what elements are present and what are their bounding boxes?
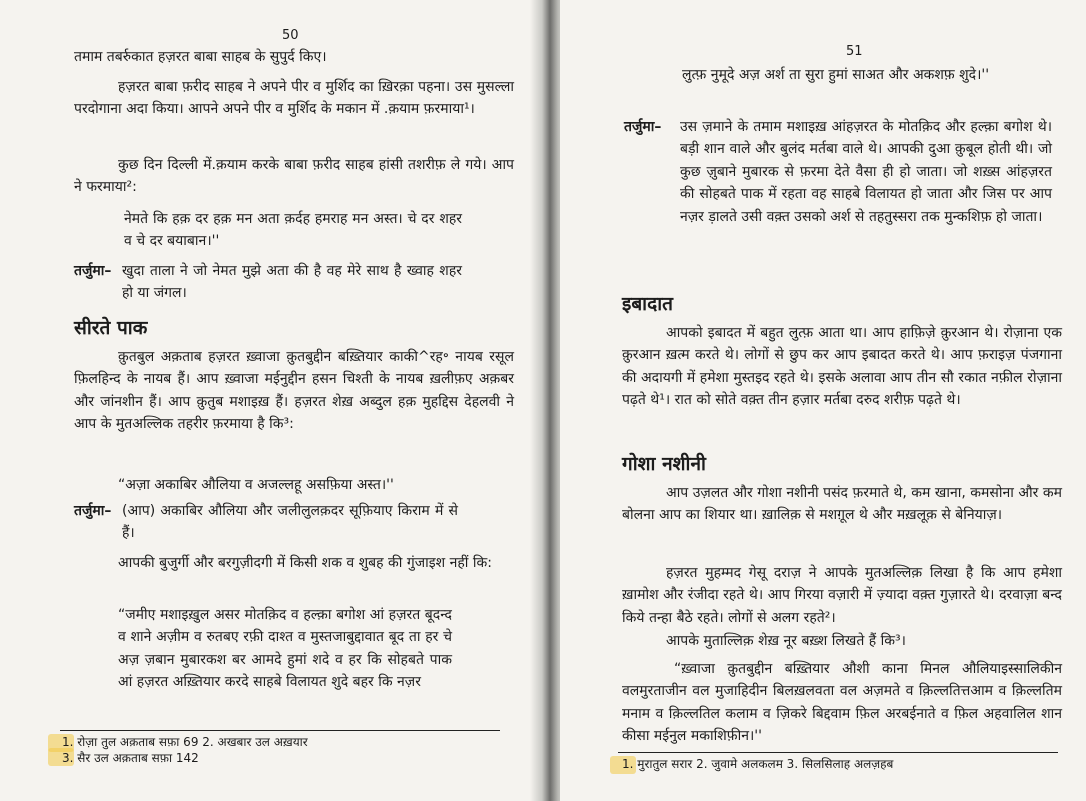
quote: “अज़ा अकाबिर औलिया व अजल्लहू असफ़िया अस्त।'' [118, 477, 394, 493]
tarjuma-label: तर्जुमा– [624, 119, 662, 135]
page-number: 50 [282, 28, 299, 43]
footnote: 3. सैर उल अक़ताब सफ़ा 142 [62, 751, 199, 765]
paragraph: आपके मुताल्लिक़ शेख़ नूर बख़्श लिखते हैं कि³। [666, 633, 906, 649]
paragraph: आप उज़लत और गोशा नशीनी पसंद फ़रमाते थे, कम खाना, कमसोना और कम बोलना आप का शियार था। ख़ालिक़ से मशग़ूल थे और मख़लूक़ से बेनियाज़। [622, 485, 1062, 524]
section-heading: सीरते पाक [74, 317, 148, 339]
verse: लुत्फ़ नुमूदे अज़ अर्श ता सुरा हुमां साअत और अकशफ़ शुदे।'' [682, 67, 990, 83]
footnote-rule [60, 730, 500, 731]
translation: (आप) अकाबिर औलिया और जलीलुलक़दर सूफ़ियाए किराम में से हैं। [122, 503, 458, 542]
section-heading: इबादात [622, 293, 673, 315]
footnote-rule [618, 752, 1058, 753]
paragraph: तमाम तबर्रुकात हज़रत बाबा साहब के सुपुर्द किए। [74, 49, 327, 65]
verse: “जमीए मशाइख़ुल असर मोतक़िद व हल्क़ा बगोश आं हज़रत बूदन्द व शाने अज़ीम व रुतबए रफ़ी दाश्त व मुस्तजाबुद्दावात बूद ता हर चे अज़ ज़बान मुबारकश बर आमदे हुमां शदे व हर कि सोहबते पाक आं हज़रत अख़्तियार करदे साहबे विलायत शुदे बहर कि नज़र [118, 607, 452, 691]
paragraph: हज़रत बाबा फ़रीद साहब ने अपने पीर व मुर्शिद का ख़िरक़ा पहना। उस मुसल्ला परदोगाना अदा किया। आपने अपने पीर व मुर्शिद के मकान में .क़याम फ़रमाया¹। [74, 79, 514, 118]
page-number: 51 [846, 44, 863, 59]
footnote: 1. रोज़ा तुल अक़ताब सफ़ा 69 2. अखबार उल अख़यार [62, 735, 308, 749]
paragraph: आपकी बुजुर्गी और बरगुज़ीदगी में किसी शक व शुबह की गुंजाइश नहीं कि: [118, 555, 492, 571]
paragraph: हज़रत मुहम्मद गेसू दराज़ ने आपके मुतअल्लिक़ लिखा है कि आप हमेशा ख़ामोश और रंजीदा रहते थे। आप गिरया वज़ारी में ज़्यादा वक़्त गुज़ारते थे। दरवाज़ा बन्द किये तन्हा बैठे रहते। लोगों से अलग रहते²। [622, 565, 1062, 626]
section-heading: गोशा नशीनी [622, 453, 706, 475]
translation: उस ज़माने के तमाम मशाइख़ आंहज़रत के मोतक़िद और हल्क़ा बगोश थे। बड़ी शान वाले और बुलंद मर्तबा वाले थे। आपकी दुआ क़ुबूल होती थी। जो कुछ ज़ुबाने मुबारक से फ़रमा देते वैसा ही हो जाता। जो शख़्स आंहज़रत की सोहबते पाक में रहता वह साहबे विलायत हो जाता और जिस पर आप नज़र ड़ालते उसी वक़्त उसको अर्श से तहतुस्सरा तक मुन्कशिफ़ हो जाता। [680, 119, 1052, 225]
right-page [560, 0, 1086, 801]
translation: खुदा ताला ने जो नेमत मुझे अता की है वह मेरे साथ है ख्वाह शहर हो या जंगल। [122, 263, 462, 302]
quote: “ख़्वाजा क़ुतबुद्दीन बख़्तियार औशी काना मिनल औलियाइस्सालिकीन वलमुरताजीन वल मुजाहिदीन बिलख़लवता वल अज़मते व क़िल्लतित्तआम व क़िल्लतिम मनाम व क़िल्लतिल कलाम व ज़िकरे बिद्दवाम फ़िल अरबईनाते व फ़िल अहवालिल शान कीसा मईनुल मकाशिफ़ीन।'' [622, 661, 1062, 745]
paragraph: कुछ दिन दिल्ली में.क़याम करके बाबा फ़रीद साहब हांसी तशरीफ़ ले गये। आप ने फरमाया²: [74, 157, 514, 196]
tarjuma-label: तर्जुमा– [74, 263, 112, 279]
paragraph: आपको इबादत में बहुत लुत्फ़ आता था। आप हाफ़िज़े क़ुरआन थे। रोज़ाना एक क़ुरआन ख़त्म करते थे। लोगों से छुप कर आप इबादत करते थे। आप फ़राइज़ पंजगाना की अदायगी में हमेशा मुस्तइद रहते थे। इसके अलावा आप तीन सौ रकात नफ़ील रोज़ाना पढ़ते थे¹। रात को सोते वक़्त तीन हज़ार मर्तबा दरुद शरीफ़ पढ़ते थे। [622, 325, 1062, 409]
left-page [0, 0, 540, 801]
verse: नेमते कि हक़ दर हक़ मन अता क़र्दह हमराह मन अस्त। चे दर शहर व चे दर बयाबान।'' [124, 211, 462, 250]
tarjuma-label: तर्जुमा– [74, 503, 112, 519]
paragraph: क़ुतबुल अक़ताब हज़रत ख़्वाजा क़ुतबुद्दीन बख़्तियार काकी^रह॰ नायब रसूल फ़िलहिन्द के नायब हैं। आप ख़्वाजा मईनुद्दीन हसन चिश्ती के नायब ख़लीफ़ए अक़बर और जांनशीन हैं। आप क़ुतुब मशाइख़ हैं। हज़रत शेख़ अब्दुल हक़ मुहद्दिस देहलवी ने आप के मुतअल्लिक तहरीर फ़रमाया है कि³: [74, 349, 514, 433]
footnote: 1. मुरातुल सरार 2. जुवामे अलकलम 3. सिलसिलाह अलज़हब [622, 757, 894, 771]
